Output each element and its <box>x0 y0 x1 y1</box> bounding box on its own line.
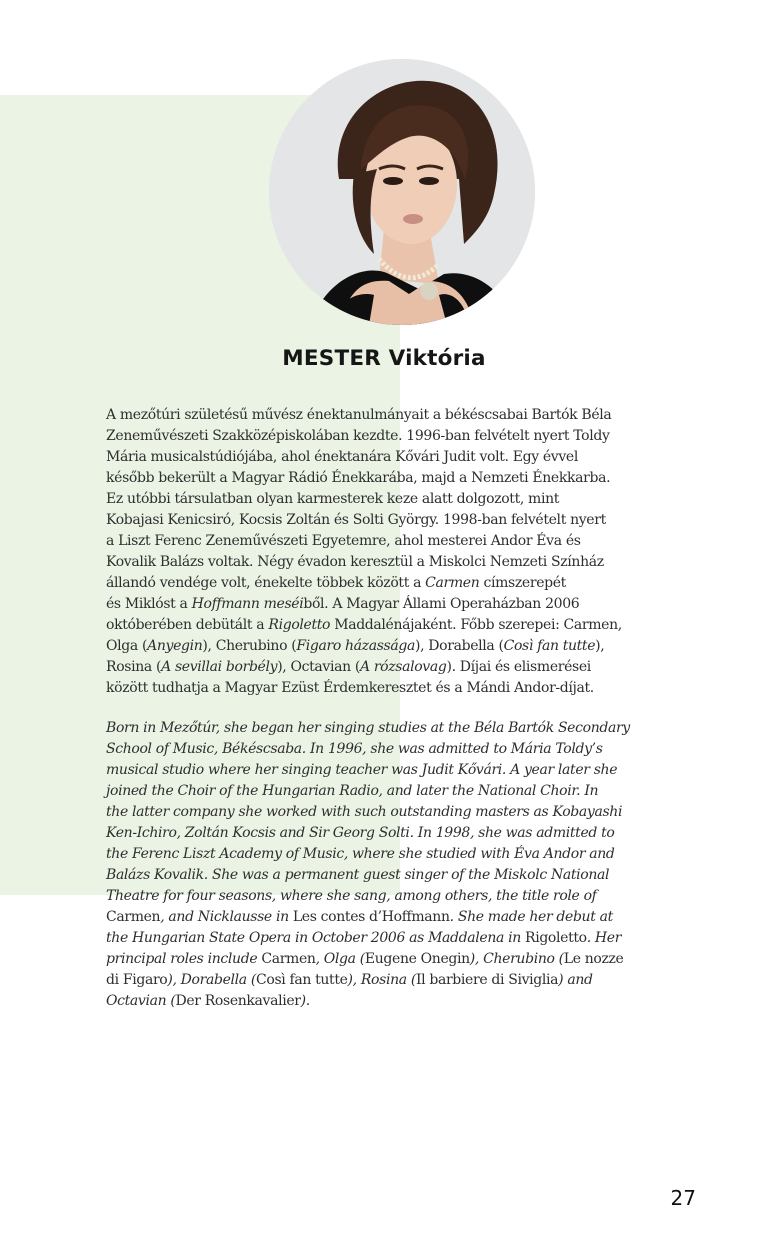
text-line <box>106 426 706 447</box>
text-run: Carmen <box>261 951 316 967</box>
text-run: később bekerült a Magyar Rádió Énekkarába, majd a Nemzeti Énekkarba. <box>106 470 611 486</box>
italic-text-run: musical studio where her singing teacher was Judit Kővári. A year later she <box>106 762 618 778</box>
text-line <box>106 636 706 657</box>
text-line <box>106 468 706 489</box>
text-run: állandó vendége volt, énekelte többek között a <box>106 575 426 591</box>
text-line <box>106 886 706 907</box>
text-run: ). Díjai és elismerései <box>446 659 591 675</box>
text-run: ), Cherubino ( <box>202 638 297 654</box>
text-run: di Figaro <box>106 972 168 988</box>
text-line <box>106 823 706 844</box>
text-run: Maddalénájaként. Főbb szerepei: Carmen, <box>330 617 622 633</box>
italic-text-run: ), Dorabella ( <box>167 972 256 988</box>
text-run: Kovalik Balázs voltak. Négy évadon keresztül a Miskolci Nemzeti Színház <box>106 554 604 570</box>
italic-text-run: ). <box>300 993 310 1009</box>
text-run: A mezőtúri születésű művész énektanulmányait a békéscsabai Bartók Béla <box>106 407 612 423</box>
text-run: Il barbiere di Siviglia <box>415 972 559 988</box>
text-run: Carmen <box>106 909 161 925</box>
text-line <box>106 447 706 468</box>
italic-text-run: . Her <box>586 930 622 946</box>
italic-text-run: . She made her debut at <box>449 909 613 925</box>
italic-text-run: ), Rosina ( <box>347 972 416 988</box>
text-run: Così fan tutte <box>256 972 348 988</box>
text-run: Ez utóbbi társulatban olyan karmesterek keze alatt dolgozott, mint <box>106 491 560 507</box>
text-line <box>106 510 706 531</box>
text-run: Eugene Onegin <box>364 951 470 967</box>
text-run: között tudhatja a Magyar Ezüst Érdemkeresztet és a Mándi Andor-díjat. <box>106 680 594 696</box>
italic-text-run: Carmen <box>425 575 480 591</box>
italic-text-run: principal roles include <box>106 951 262 967</box>
text-run: és Miklóst a <box>106 596 192 612</box>
italic-text-run: A sevillai borbély <box>161 659 278 675</box>
italic-text-run: Anyegin <box>147 638 203 654</box>
text-line <box>106 907 706 928</box>
italic-text-run: , Olga ( <box>315 951 365 967</box>
text-line <box>106 949 706 970</box>
text-line <box>106 844 706 865</box>
text-run: a Liszt Ferenc Zeneművészeti Egyetemre, ahol mesterei Andor Éva és <box>106 533 581 549</box>
text-line <box>106 531 706 552</box>
italic-text-run: ), Cherubino ( <box>469 951 564 967</box>
text-run: ből. A Magyar Állami Operaházban 2006 <box>303 596 580 612</box>
text-run: Le nozze <box>563 951 624 967</box>
text-run: ), <box>595 638 605 654</box>
text-line <box>106 594 706 615</box>
text-line <box>106 489 706 510</box>
text-line <box>106 718 706 739</box>
italic-text-run: School of Music, Békéscsaba. In 1996, she was admitted to Mária Toldy’s <box>106 741 603 757</box>
text-run: Les contes d’Hoffmann <box>292 909 450 925</box>
text-line <box>106 405 706 426</box>
text-run: címszerepét <box>479 575 566 591</box>
italic-text-run: Rigoletto <box>268 617 331 633</box>
text-run: októberében debütált a <box>106 617 269 633</box>
italic-text-run: , and Nicklausse in <box>160 909 293 925</box>
italic-text-run: joined the Choir of the Hungarian Radio, and later the National Choir. In <box>106 783 599 799</box>
text-line <box>106 970 706 991</box>
text-run: Mária musicalstúdiójába, ahol énektanára Kővári Judit volt. Egy évvel <box>106 449 578 465</box>
artist-name: MESTER Viktória <box>282 346 486 371</box>
text-line <box>106 865 706 886</box>
text-line <box>106 615 706 636</box>
text-line <box>106 928 706 949</box>
italic-text-run: the Hungarian State Opera in October 2006 as Maddalena in <box>106 930 525 946</box>
text-run: Olga ( <box>106 638 148 654</box>
text-run: Rigoletto <box>525 930 587 946</box>
text-run: Zeneművészeti Szakközépiskolában kezdte. 1996-ban felvételt nyert Toldy <box>106 428 610 444</box>
page-number: 27 <box>670 1186 696 1210</box>
text-line <box>106 739 706 760</box>
biography-english <box>106 718 706 1012</box>
italic-text-run: Figaro házassága <box>296 638 415 654</box>
text-line <box>106 991 706 1012</box>
italic-text-run: ) and <box>558 972 593 988</box>
text-line <box>106 781 706 802</box>
italic-text-run: Theatre for four seasons, where she sang, among others, the title role of <box>106 888 597 904</box>
italic-text-run: Così fan tutte <box>503 638 596 654</box>
italic-text-run: Born in Mezőtúr, she began her singing studies at the Béla Bartók Secondary <box>106 720 630 736</box>
text-run: ), Dorabella ( <box>414 638 504 654</box>
text-line <box>106 573 706 594</box>
italic-text-run: A rózsalovag <box>359 659 447 675</box>
italic-text-run: Ken-Ichiro, Zoltán Kocsis and Sir Georg Solti. In 1998, she was admitted to <box>106 825 615 841</box>
italic-text-run: Octavian ( <box>106 993 176 1009</box>
italic-text-run: the latter company she worked with such outstanding masters as Kobayashi <box>106 804 623 820</box>
italic-text-run: the Ferenc Liszt Academy of Music, where she studied with Éva Andor and <box>106 846 615 862</box>
portrait-photo <box>269 59 535 325</box>
italic-text-run: Balázs Kovalik. She was a permanent guest singer of the Miskolc National <box>106 867 610 883</box>
text-run: Rosina ( <box>106 659 162 675</box>
italic-text-run: Hoffmann meséi <box>191 596 304 612</box>
text-run: ), Octavian ( <box>277 659 360 675</box>
text-run: Der Rosenkavalier <box>175 993 301 1009</box>
text-line <box>106 760 706 781</box>
text-line <box>106 552 706 573</box>
text-line <box>106 678 706 699</box>
biography-hungarian <box>106 405 706 699</box>
text-line <box>106 802 706 823</box>
text-run: Kobajasi Kenicsiró, Kocsis Zoltán és Solti György. 1998-ban felvételt nyert <box>106 512 606 528</box>
text-line <box>106 657 706 678</box>
